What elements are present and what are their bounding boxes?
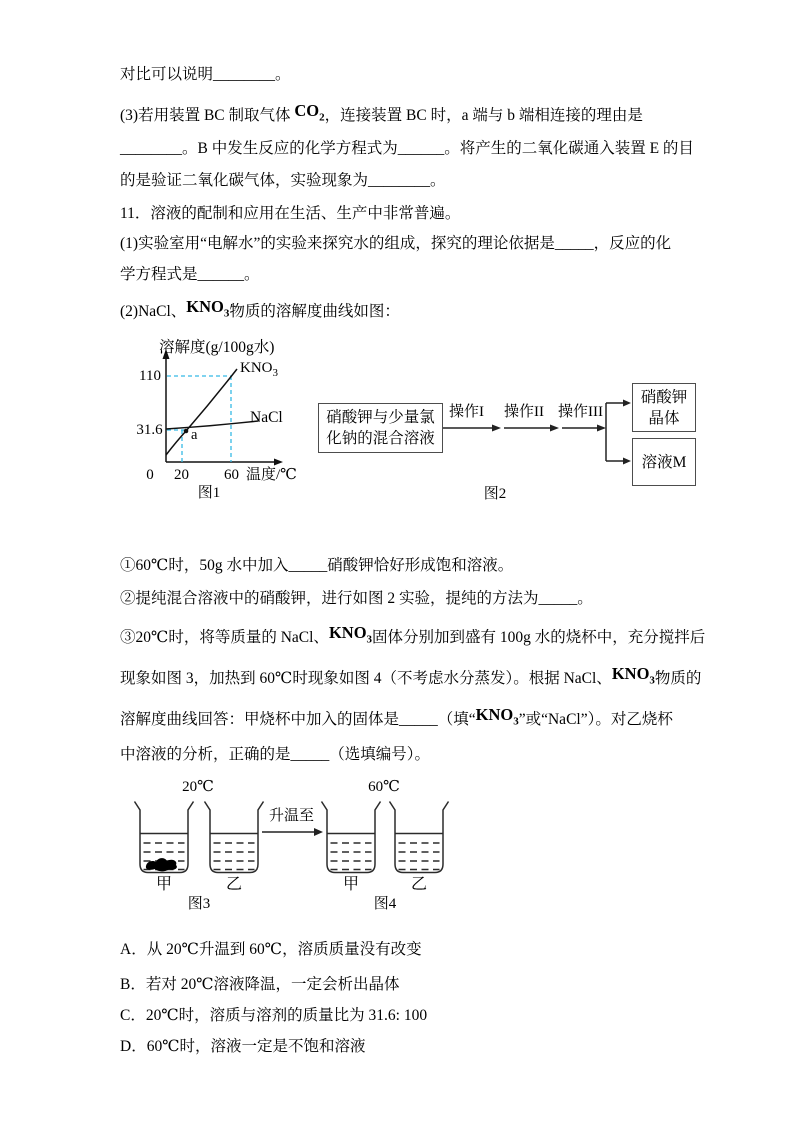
- flow-output-crystal-line2: 晶体: [648, 409, 680, 427]
- subq1-line: ①60℃时，50g 水中加入_____硝酸钾恰好形成饱和溶液。: [120, 557, 514, 574]
- q11-part2-line: [120, 297, 400, 328]
- subq3-line3-post: ”或“NaCl”）。对乙烧杯: [518, 711, 673, 728]
- flow-output-solution-box: [632, 438, 696, 486]
- chart-nacl-label: NaCl: [250, 409, 283, 426]
- chart-ytick-110: 110: [139, 368, 161, 384]
- q11-part2-pre: (2)NaCl、: [120, 303, 187, 320]
- subq3-line2-kno3-subscript: 3: [649, 674, 655, 687]
- flow-op3-label: 操作III: [558, 404, 603, 420]
- heating-arrow: [262, 826, 324, 838]
- flow-caption: 图2: [483, 486, 507, 502]
- flow-output-crystal-box: [632, 383, 696, 432]
- kno3-subscript: 3: [223, 307, 230, 320]
- heating-arrow-label: 升温至: [269, 808, 315, 824]
- point-a-dot: [184, 429, 189, 434]
- fig4-caption: 图4: [373, 896, 397, 912]
- fig3-yi-label: 乙: [225, 876, 242, 893]
- water-dashes: [331, 843, 372, 870]
- solubility-chart: [137, 338, 317, 508]
- chart-point-a-label: a: [191, 427, 198, 443]
- co2-subscript: 2: [319, 111, 325, 124]
- chart-y-axis-label: 溶解度(g/100g水): [159, 339, 275, 356]
- water-dashes: [214, 843, 255, 870]
- q3-line1: [120, 101, 643, 132]
- q3-line1-post: ，连接装置 BC 时，a 端与 b 端相连接的理由是: [324, 107, 643, 124]
- beaker-outline: [390, 802, 449, 873]
- chart-kno3-base: KNO: [240, 360, 273, 376]
- flow-op2-label: 操作II: [504, 404, 544, 420]
- fig4-beaker-jia: [320, 800, 382, 878]
- purification-flow-diagram: [318, 378, 698, 508]
- q3-line3: 的是验证二氧化碳气体，实验现象为________。: [120, 172, 446, 189]
- co2-formula: [294, 101, 325, 124]
- subq3-line2-pre: 现象如图 3，加热到 60℃时现象如图 4（不考虑水分蒸发）。根据 NaCl、: [120, 670, 612, 687]
- q11-part1-line2: 学方程式是______。: [120, 266, 260, 283]
- q11-title: 11．溶液的配制和应用在生活、生产中非常普遍。: [120, 205, 461, 222]
- flow-source-line1: 硝酸钾与少量氯: [326, 409, 435, 426]
- q11-part2-post: 物质的溶解度曲线如图：: [229, 303, 400, 320]
- fig4-yi-label: 乙: [410, 876, 427, 893]
- chart-xtick-60: 60: [224, 467, 239, 483]
- subq3-line3: [120, 705, 673, 736]
- fig3-beaker-jia: [133, 800, 195, 878]
- subq3-line3-kno3-subscript: 3: [513, 715, 519, 728]
- intro-line: 对比可以说明________。: [120, 66, 291, 83]
- chart-x-axis-label: 温度/℃: [246, 467, 297, 483]
- undissolved-solid: [146, 858, 177, 871]
- kno3-base: KNO: [186, 297, 224, 316]
- flow-op1-label: 操作I: [449, 404, 484, 420]
- subq3-line2-kno3-formula: [611, 664, 655, 687]
- flow-output-solution-label: 溶液M: [641, 453, 687, 471]
- subq3-line2: [120, 664, 702, 695]
- option-d: D．60℃时，溶液一定是不饱和溶液: [120, 1038, 366, 1055]
- subq3-kno3-formula: [328, 623, 373, 646]
- chart-caption: 图1: [197, 485, 221, 501]
- chart-ytick-31-6: 31.6: [136, 422, 163, 438]
- flow-arrow-1-head-icon: [492, 425, 501, 432]
- q11-part1-line1: (1)实验室用“电解水”的实验来探究水的组成，探究的理论依据是_____，反应的化: [120, 235, 672, 252]
- flow-branch-bottom-arrow-icon: [623, 458, 631, 465]
- subq3-line3-kno3-base: KNO: [475, 705, 514, 724]
- subq3-line3-pre: 溶解度曲线回答：甲烧杯中加入的固体是_____（填“: [120, 711, 476, 728]
- chart-xtick-20: 20: [174, 467, 189, 483]
- water-dashes: [399, 843, 440, 870]
- fig3-caption: 图3: [187, 896, 211, 912]
- kno3-curve: [166, 369, 237, 455]
- subq3-line1-pre: ③20℃时，将等质量的 NaCl、: [120, 629, 329, 646]
- chart-kno3-label: [240, 360, 278, 381]
- subq3-kno3-subscript: 3: [366, 633, 373, 646]
- flow-source-line2: 化钠的混合溶液: [326, 430, 435, 447]
- subq3-line3-kno3-formula: [475, 705, 519, 728]
- nacl-curve: [166, 421, 258, 429]
- fig4-temperature-label: 60℃: [368, 779, 400, 795]
- x-axis-arrow-icon: [274, 459, 283, 466]
- beaker-outline: [205, 802, 264, 873]
- subq3-line2-post: 物质的: [654, 670, 702, 687]
- beaker-figure: [133, 779, 493, 919]
- subq3-line1-post: 固体分别加到盛有 100g 水的烧杯中，充分搅拌后: [372, 629, 706, 646]
- fig3-jia-label: 甲: [155, 876, 172, 893]
- subq3-line4: 中溶液的分析，正确的是_____（选填编号）。: [120, 746, 431, 763]
- flow-source-box: [318, 403, 443, 453]
- flow-arrow-3-head-icon: [597, 425, 606, 432]
- fig4-jia-label: 甲: [342, 876, 359, 893]
- fig3-temperature-label: 20℃: [182, 779, 214, 795]
- subq3-line2-kno3-base: KNO: [611, 664, 650, 683]
- subq2-line: ②提纯混合溶液中的硝酸钾，进行如图 2 实验，提纯的方法为_____。: [120, 590, 593, 607]
- subq3-line1: [120, 623, 706, 654]
- fig4-beaker-yi: [388, 800, 450, 878]
- q3-line1-pre: (3)若用装置 BC 制取气体: [120, 107, 295, 124]
- flow-branch-top-arrow-icon: [623, 400, 631, 407]
- chart-xtick-0: 0: [146, 467, 154, 483]
- option-c: C．20℃时，溶质与溶剂的质量比为 31.6: 100: [120, 1007, 428, 1024]
- flow-output-crystal-line1: 硝酸钾: [640, 388, 688, 406]
- q3-line2: ________。B 中发生反应的化学方程式为______。将产生的二氧化碳通入装置 E 的目: [120, 140, 694, 157]
- subq3-kno3-base: KNO: [328, 623, 367, 642]
- option-b: B．若对 20℃溶液降温，一定会析出晶体: [120, 976, 400, 993]
- fig3-beaker-yi: [203, 800, 265, 878]
- flow-arrow-2-head-icon: [550, 425, 559, 432]
- beaker-outline: [322, 802, 381, 873]
- kno3-formula: [186, 297, 230, 320]
- chart-kno3-subscript: 3: [272, 367, 278, 379]
- co2-base: CO: [294, 101, 320, 120]
- option-a: A．从 20℃升温到 60℃，溶质质量没有改变: [120, 941, 422, 958]
